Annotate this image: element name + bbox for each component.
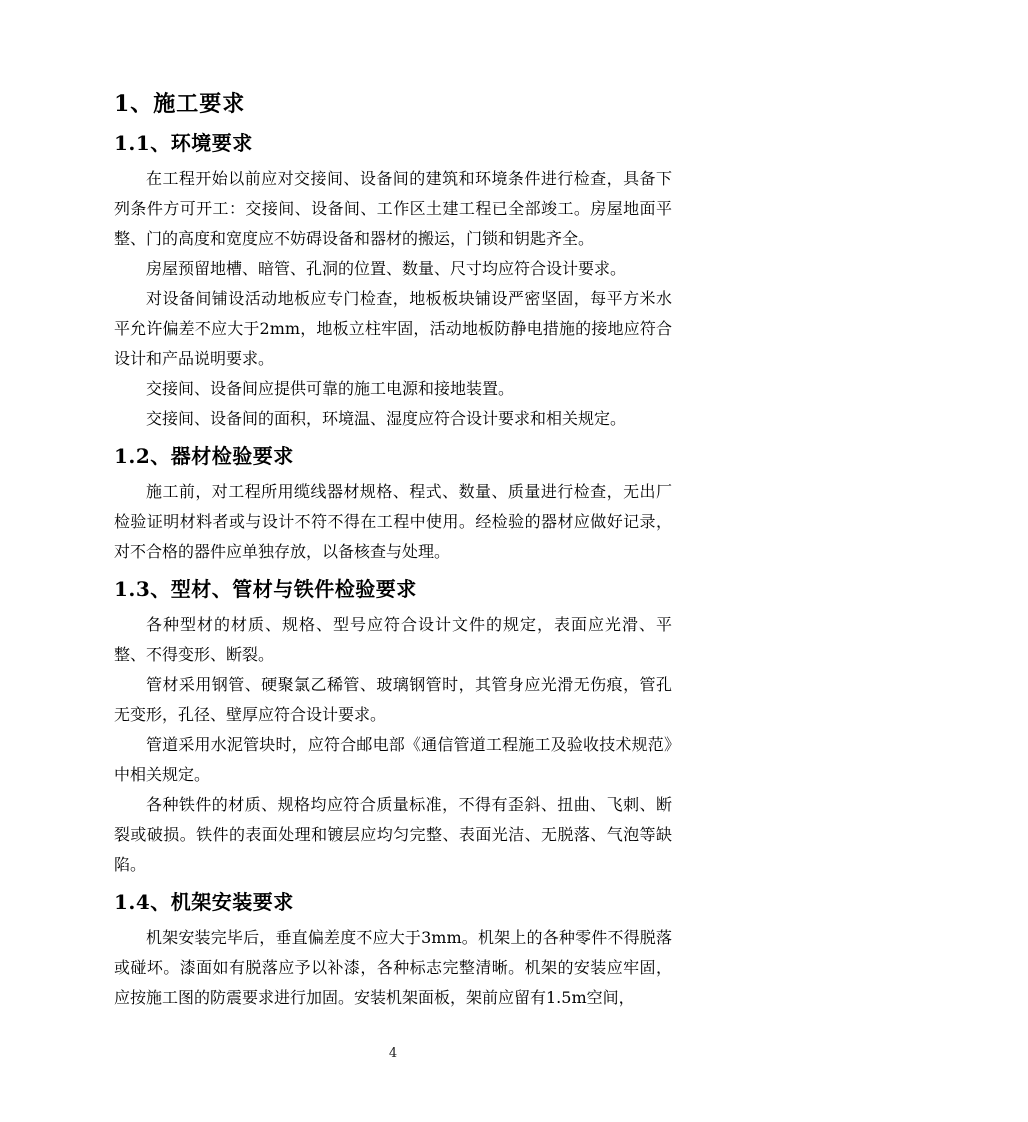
section-rack-installation-requirements bbox=[114, 887, 672, 1013]
page-footer bbox=[114, 1042, 672, 1061]
page-number: 4 bbox=[388, 1046, 398, 1061]
paragraph: 机架安装完毕后，垂直偏差度不应大于3mm。机架上的各种零件不得脱落或碰坏。漆面如有脱落应予以补漆，各种标志完整清晰。机架的安装应牢固，应按施工图的防震要求进行加固。安装机架面板，架前应留有1.5m空间， bbox=[114, 928, 672, 1007]
paragraph: 施工前，对工程所用缆线器材规格、程式、数量、质量进行检查，无出厂检验证明材料者或与设计不符不得在工程中使用。经检验的器材应做好记录，对不合格的器件应单独存放，以备核查与处理。 bbox=[114, 482, 672, 561]
document-title: 1、施工要求 bbox=[114, 91, 246, 117]
paragraph: 管道采用水泥管块时，应符合邮电部《通信管道工程施工及验收技术规范》中相关规定。 bbox=[114, 735, 672, 784]
paragraph: 对设备间铺设活动地板应专门检查，地板板块铺设严密坚固，每平方米水平允许偏差不应大于2mm，地板立柱牢固，活动地板防静电措施的接地应符合设计和产品说明要求。 bbox=[114, 289, 672, 368]
paragraph: 管材采用钢管、硬聚氯乙稀管、玻璃钢管时，其管身应光滑无伤痕，管孔无变形，孔径、壁厚应符合设计要求。 bbox=[114, 675, 672, 724]
paragraph: 交接间、设备间的面积，环境温、湿度应符合设计要求和相关规定。 bbox=[146, 409, 627, 428]
section-profile-pipe-ironware-inspection bbox=[114, 574, 672, 880]
paragraph: 各种铁件的材质、规格均应符合质量标准，不得有歪斜、扭曲、飞刺、断裂或破损。铁件的表面处理和镀层应均匀完整、表面光洁、无脱落、气泡等缺陷。 bbox=[114, 795, 672, 874]
section-heading-1-1: 1.1、环境要求 bbox=[114, 131, 253, 155]
section-heading-1-3: 1.3、型材、管材与铁件检验要求 bbox=[114, 577, 417, 601]
section-heading-1-4: 1.4、机架安装要求 bbox=[114, 890, 294, 914]
section-equipment-inspection-requirements bbox=[114, 441, 672, 567]
section-heading-1-2: 1.2、器材检验要求 bbox=[114, 444, 294, 468]
document-content bbox=[114, 90, 672, 1013]
paragraph: 交接间、设备间应提供可靠的施工电源和接地装置。 bbox=[146, 379, 515, 398]
paragraph: 房屋预留地槽、暗管、孔洞的位置、数量、尺寸均应符合设计要求。 bbox=[146, 259, 627, 278]
paragraph: 各种型材的材质、规格、型号应符合设计文件的规定，表面应光滑、平整、不得变形、断裂。 bbox=[114, 615, 672, 664]
paragraph: 在工程开始以前应对交接间、设备间的建筑和环境条件进行检查，具备下列条件方可开工：交接间、设备间、工作区土建工程已全部竣工。房屋地面平整、门的高度和宽度应不妨碍设备和器材的搬运，门锁和钥匙齐全。 bbox=[114, 169, 672, 248]
section-environment-requirements bbox=[114, 128, 672, 434]
